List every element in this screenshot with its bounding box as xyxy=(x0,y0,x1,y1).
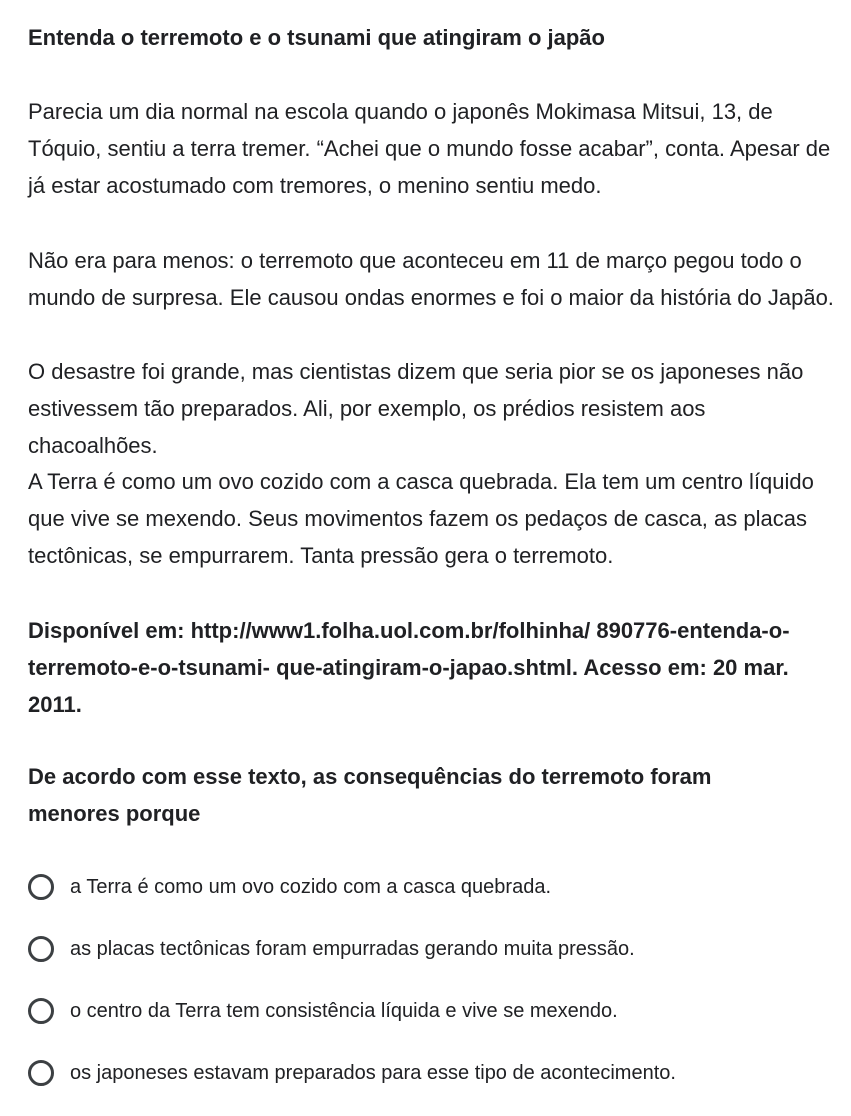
question-prompt: De acordo com esse texto, as consequências do terremoto foram menores porque xyxy=(28,764,712,826)
article-paragraph-2: Não era para menos: o terremoto que aconteceu em 11 de março pegou todo o mundo de surpresa. Ele causou ondas enormes e foi o maior da história do Japão. xyxy=(28,248,834,310)
answer-option-c[interactable] xyxy=(28,992,834,1030)
radio-button-icon[interactable] xyxy=(28,1060,54,1086)
radio-button-icon[interactable] xyxy=(28,998,54,1024)
answer-option-label[interactable]: a Terra é como um ovo cozido com a casca quebrada. xyxy=(70,876,551,898)
answer-option-b[interactable] xyxy=(28,930,834,968)
article-title: Entenda o terremoto e o tsunami que atingiram o japão xyxy=(28,25,605,50)
article-paragraph-4: A Terra é como um ovo cozido com a casca quebrada. Ela tem um centro líquido que vive se mexendo. Seus movimentos fazem os pedaços de casca, as placas tectônicas, se empurrarem. Tanta pressão gera o terremoto. xyxy=(28,469,814,568)
answer-option-label[interactable]: as placas tectônicas foram empurradas gerando muita pressão. xyxy=(70,938,635,960)
answer-options xyxy=(28,868,834,1116)
radio-button-icon[interactable] xyxy=(28,936,54,962)
radio-button-icon[interactable] xyxy=(28,874,54,900)
answer-option-d[interactable] xyxy=(28,1054,834,1092)
answer-option-label[interactable]: os japoneses estavam preparados para esse tipo de acontecimento. xyxy=(70,1062,676,1084)
article-source: Disponível em: http://www1.folha.uol.com.br/folhinha/ 890776-entenda-o-terremoto-e-o-tsunami- que-atingiram-o-japao.shtml. Acesso em: 20 mar. 2011. xyxy=(28,618,790,717)
answer-option-label[interactable]: o centro da Terra tem consistência líquida e vive se mexendo. xyxy=(70,1000,618,1022)
answer-option-a[interactable] xyxy=(28,868,834,906)
article-paragraph-1: Parecia um dia normal na escola quando o japonês Mokimasa Mitsui, 13, de Tóquio, sentiu a terra tremer. “Achei que o mundo fosse acabar”, conta. Apesar de já estar acostumado com tremores, o menino sentiu medo. xyxy=(28,99,831,198)
article-paragraph-3: O desastre foi grande, mas cientistas dizem que seria pior se os japoneses não estivessem tão preparados. Ali, por exemplo, os prédios resistem aos chacoalhões. xyxy=(28,359,804,458)
